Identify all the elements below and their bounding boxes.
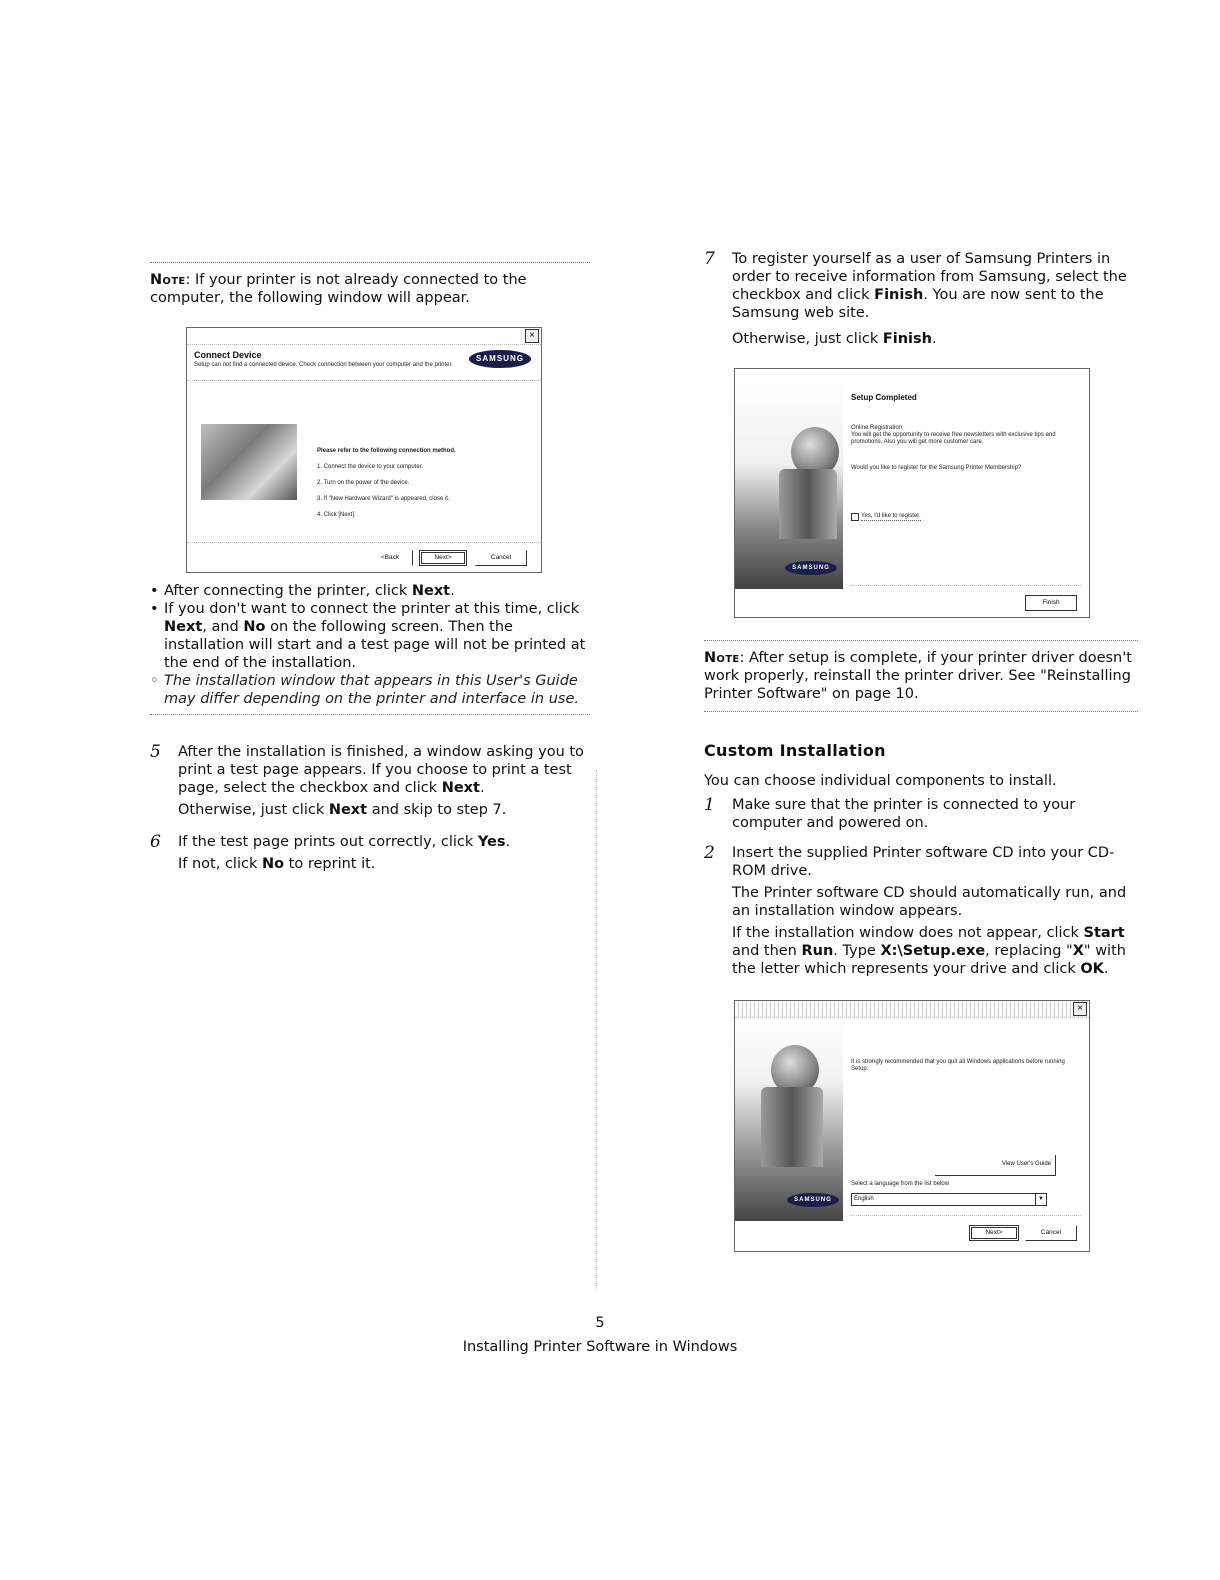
close-icon[interactable]: ×	[1073, 1002, 1087, 1016]
step-text: If the installation window does not appear, click Start and then Run. Type X:\Setup.exe, replacing "X" with the letter which represents your drive and click OK.	[732, 925, 1126, 977]
dialog-separator	[851, 1215, 1081, 1216]
view-users-guide-link[interactable]: View User's Guide	[935, 1155, 1056, 1176]
printer-connection-illustration	[201, 424, 297, 500]
section-title: Custom Installation	[704, 741, 886, 760]
instructions-heading: Please refer to the following connection method.	[317, 448, 456, 454]
step-text: If the test page prints out correctly, click Yes.	[178, 834, 511, 850]
samsung-logo: SAMSUNG	[469, 350, 531, 368]
left-column-lower	[150, 582, 590, 873]
language-select[interactable]	[851, 1193, 1047, 1206]
chevron-down-icon[interactable]: ▼	[1035, 1194, 1046, 1205]
note-bottom-rule	[704, 711, 1138, 712]
dialog-title: Connect Device	[194, 350, 262, 360]
step-number: 5	[150, 742, 161, 762]
step-text: The Printer software CD should automatically run, and an installation window appears.	[732, 885, 1127, 919]
register-checkbox-label[interactable]: Yes, I'd like to register.	[861, 513, 921, 519]
step-7	[704, 250, 1138, 348]
cancel-button[interactable]: Cancel	[1025, 1225, 1077, 1241]
dialog-subtitle: Setup can not find a connected device. Check connection between your computer and the printer.	[194, 362, 453, 368]
step-text: Otherwise, just click Finish.	[732, 331, 937, 347]
step-text: To register yourself as a user of Samsung Printers in order to receive information from Samsung, select the checkbox and click Finish. You are now sent to the Samsung web site.	[732, 251, 1127, 321]
section-intro: You can choose individual components to install.	[704, 773, 1057, 789]
next-button[interactable]: Next>	[969, 1225, 1019, 1241]
registration-heading: Online Registration	[851, 425, 903, 431]
list-item: ◦ The installation window that appears in this User's Guide may differ depending on the printer and interface in use.	[150, 672, 590, 708]
note-bottom-rule	[150, 714, 590, 715]
right-column-lower	[704, 640, 1138, 978]
figure-illustration	[761, 1087, 823, 1167]
step-text: Insert the supplied Printer software CD into your CD-ROM drive.	[732, 845, 1115, 879]
connection-notes-list	[150, 582, 590, 708]
dialog-separator	[187, 380, 541, 381]
dialog-titlebar	[735, 1001, 1089, 1018]
registration-text: You will get the opportunity to receive free newsletters with exclusive tips and promotions. Also you will get more customer care.	[851, 432, 1056, 445]
note-top-rule	[704, 640, 1138, 641]
register-checkbox[interactable]	[851, 513, 859, 521]
samsung-logo: SAMSUNG	[787, 1193, 839, 1207]
step-text: Otherwise, just click Next and skip to step 7.	[178, 802, 507, 818]
cancel-button[interactable]: Cancel	[475, 550, 527, 566]
note-connect-printer: Note: If your printer is not already connected to the computer, the following window will appear.	[150, 272, 527, 306]
language-select-value: English	[854, 1196, 874, 1202]
step-2	[704, 844, 1138, 978]
language-select-dialog	[734, 1000, 1090, 1252]
step-text: Make sure that the printer is connected to your computer and powered on.	[732, 797, 1076, 831]
connect-device-dialog	[186, 327, 542, 573]
instruction-step: 3. If "New Hardware Wizard" is appeared, close it.	[317, 496, 450, 502]
registration-question: Would you like to register for the Samsung Printer Membership?	[851, 465, 1022, 471]
close-icon[interactable]: ×	[525, 329, 539, 343]
instruction-step: 4. Click [Next].	[317, 512, 356, 518]
next-button[interactable]: Next>	[419, 550, 467, 566]
dialog-title: Setup Completed	[851, 393, 917, 402]
dialog-separator	[851, 585, 1081, 586]
language-prompt: Select a language from the list below	[851, 1181, 950, 1187]
left-column	[150, 262, 590, 307]
note-top-rule	[150, 262, 590, 263]
step-text: After the installation is finished, a window asking you to print a test page appears. If you choose to print a test page, select the checkbox and click Next.	[178, 744, 584, 796]
step-6	[150, 833, 590, 873]
dialog-separator	[187, 542, 541, 543]
list-item: • If you don't want to connect the printer at this time, click Next, and No on the following screen. Then the installation will start and a test page will not be printed at the end of the installation.	[150, 600, 590, 672]
step-text: If not, click No to reprint it.	[178, 856, 376, 872]
step-number: 7	[704, 249, 715, 269]
instruction-step: 1. Connect the device to your computer.	[317, 464, 424, 470]
finish-button[interactable]: Finish	[1025, 595, 1077, 611]
back-button[interactable]: <Back	[367, 550, 413, 566]
step-5	[150, 743, 590, 819]
dialog-titlebar	[187, 328, 541, 345]
list-item: • After connecting the printer, click Next.	[150, 582, 590, 600]
setup-completed-dialog	[734, 368, 1090, 618]
footer-section-title: Installing Printer Software in Windows	[462, 1339, 738, 1355]
instruction-step: 2. Turn on the power of the device.	[317, 480, 410, 486]
step-number: 1	[704, 795, 715, 815]
step-1	[704, 796, 1138, 832]
note-driver-reinstall: Note: After setup is complete, if your printer driver doesn't work properly, reinstall the printer driver. See "Reinstalling Printer Software" on page 10.	[704, 650, 1132, 702]
step-number: 6	[150, 832, 161, 852]
column-divider	[596, 770, 597, 1290]
samsung-logo: SAMSUNG	[785, 561, 837, 575]
quit-applications-message: It is strongly recommended that you quit all Windows applications before running Setup.	[851, 1059, 1065, 1072]
right-column	[704, 250, 1138, 348]
step-number: 2	[704, 843, 715, 863]
page-number: 5	[595, 1315, 605, 1331]
figure-illustration	[779, 469, 837, 539]
